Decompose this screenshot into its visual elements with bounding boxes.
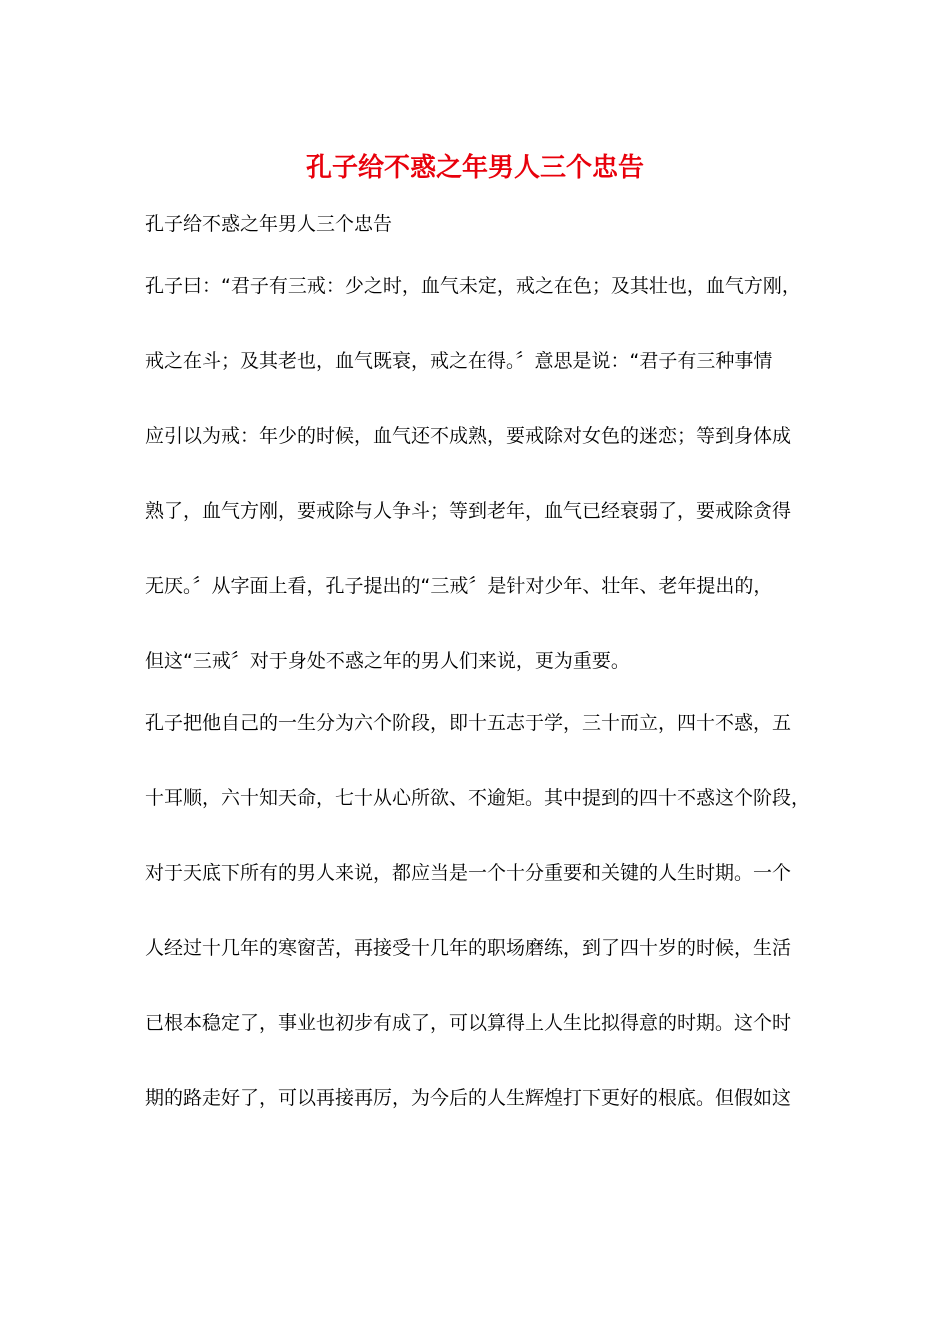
document-subtitle: 孔子给不惑之年男人三个忠告 [145, 213, 393, 235]
paragraph-line: 无厌。〞从字面上看，孔子提出的“三戒〞是针对少年、壮年、老年提出的， [145, 575, 773, 597]
paragraph-line: 孔子把他自己的一生分为六个阶段，即十五志于学，三十而立，四十不惑，五 [145, 712, 792, 734]
paragraph-line: 对于天底下所有的男人来说，都应当是一个十分重要和关键的人生时期。一个 [145, 862, 792, 884]
paragraph-line: 已根本稳定了，事业也初步有成了，可以算得上人生比拟得意的时期。这个时 [145, 1012, 792, 1034]
paragraph-line: 应引以为戒：年少的时候，血气还不成熟，要戒除对女色的迷恋；等到身体成 [145, 425, 792, 447]
paragraph-line: 孔子曰：“君子有三戒：少之时，血气未定，戒之在色；及其壮也，血气方刚， [145, 275, 801, 297]
paragraph-line: 熟了，血气方刚，要戒除与人争斗；等到老年，血气已经衰弱了，要戒除贪得 [145, 500, 792, 522]
paragraph-line: 期的路走好了，可以再接再厉，为今后的人生辉煌打下更好的根底。但假如这 [145, 1087, 792, 1109]
paragraph-line: 人经过十几年的寒窗苦，再接受十几年的职场磨练，到了四十岁的时候，生活 [145, 937, 792, 959]
paragraph-line: 戒之在斗；及其老也，血气既衰，戒之在得。〞意思是说：“君子有三种事情 [145, 350, 773, 372]
paragraph-line: 但这“三戒〞对于身处不惑之年的男人们来说，更为重要。 [145, 650, 630, 672]
paragraph-line: 十耳顺，六十知天命，七十从心所欲、不逾矩。其中提到的四十不惑这个阶段， [145, 787, 811, 809]
document-title: 孔子给不惑之年男人三个忠告 [305, 153, 644, 183]
